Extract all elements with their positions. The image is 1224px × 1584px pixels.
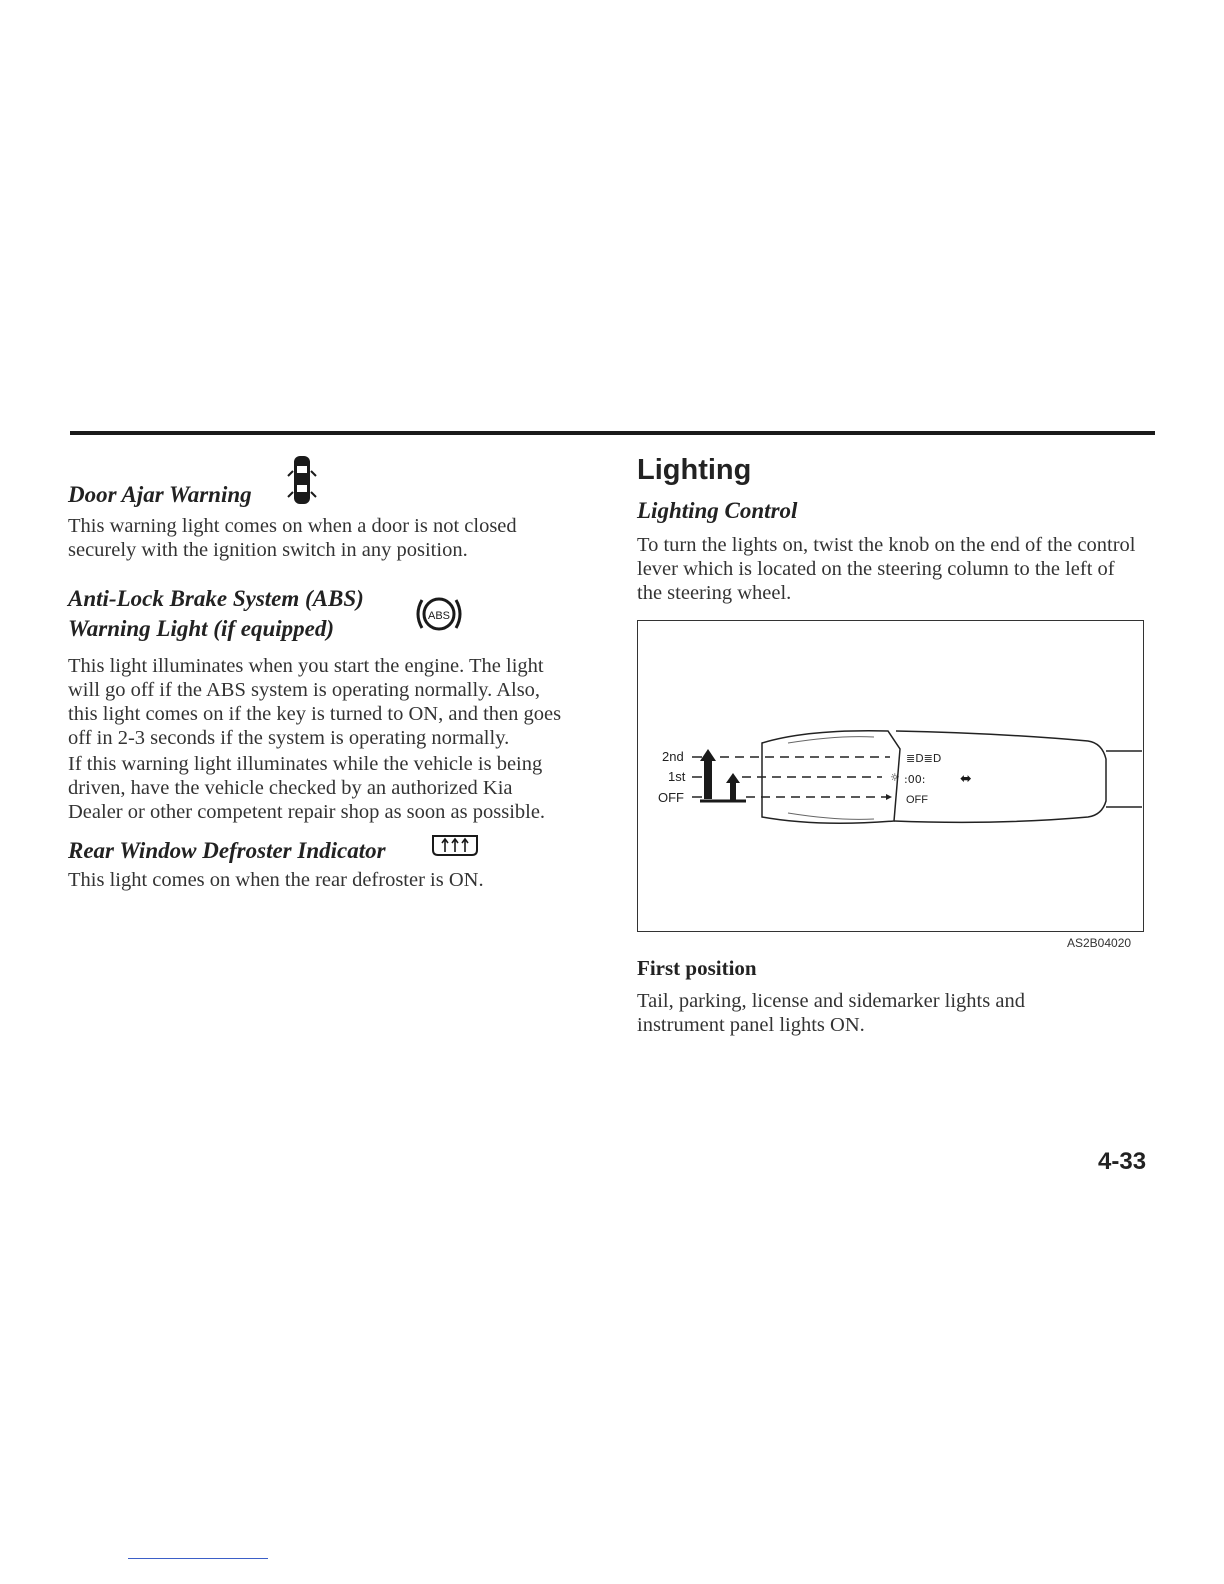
lighting-section-title: Lighting: [637, 454, 752, 486]
door-ajar-body: This warning light comes on when a door is not closed securely with the ignition switch in any position.: [68, 515, 517, 561]
defroster-body: This light comes on when the rear defroster is ON.: [68, 869, 484, 891]
abs-para1: This light illuminates when you start the engine. The light will go off if the ABS system is operating normally. Also, this light comes on if the key is turned to ON, and then goes off in 2-3 seconds if the system is operating normally.: [68, 655, 562, 749]
parking-light-symbol: :00:: [904, 773, 926, 786]
abs-heading-line1: Anti-Lock Brake System (ABS): [68, 586, 364, 611]
bottom-link-underline[interactable]: [128, 1558, 268, 1559]
left-column: [68, 450, 583, 892]
first-position-block: [637, 956, 1152, 1037]
abs-heading-line2: Warning Light (if equipped): [68, 616, 335, 641]
door-ajar-section: [68, 480, 583, 512]
right-column: [637, 450, 1152, 605]
lighting-lever-figure: [637, 620, 1144, 932]
lever-off-label: OFF: [906, 794, 928, 806]
label-2nd: 2nd: [662, 749, 684, 764]
rear-defroster-icon: [429, 830, 481, 865]
abs-para2: If this warning light illuminates while the vehicle is being driven, have the vehicle checked by an authorized Kia Dealer or other competent repair shop as soon as possible.: [68, 753, 546, 823]
header-rule: [70, 431, 1155, 435]
defroster-section: [68, 836, 583, 868]
lighting-intro: To turn the lights on, twist the knob on the end of the control lever which is located on the steering column to the left of the steering wheel.: [637, 534, 1136, 604]
abs-warning-icon: [415, 592, 463, 641]
first-position-heading: First position: [637, 956, 757, 980]
label-1st: 1st: [668, 769, 686, 784]
headlight-symbol: ≣D≣D: [906, 752, 942, 765]
page-number: 4-33: [1098, 1148, 1147, 1175]
turn-signal-symbol: ⬌: [960, 771, 972, 787]
door-ajar-heading: Door Ajar Warning: [68, 482, 252, 507]
abs-section: [68, 584, 583, 648]
door-ajar-icon: [285, 452, 319, 515]
sun-symbol: ☼: [890, 771, 900, 784]
abs-icon-text: ABS: [427, 610, 451, 622]
lighting-control-heading: Lighting Control: [637, 498, 798, 523]
figure-code: AS2B04020: [1067, 936, 1132, 950]
defroster-heading: Rear Window Defroster Indicator: [68, 838, 386, 863]
label-off: OFF: [658, 790, 684, 805]
lighting-lever-diagram: [638, 621, 1142, 930]
first-position-body: Tail, parking, license and sidemarker lights and instrument panel lights ON.: [637, 990, 1025, 1036]
